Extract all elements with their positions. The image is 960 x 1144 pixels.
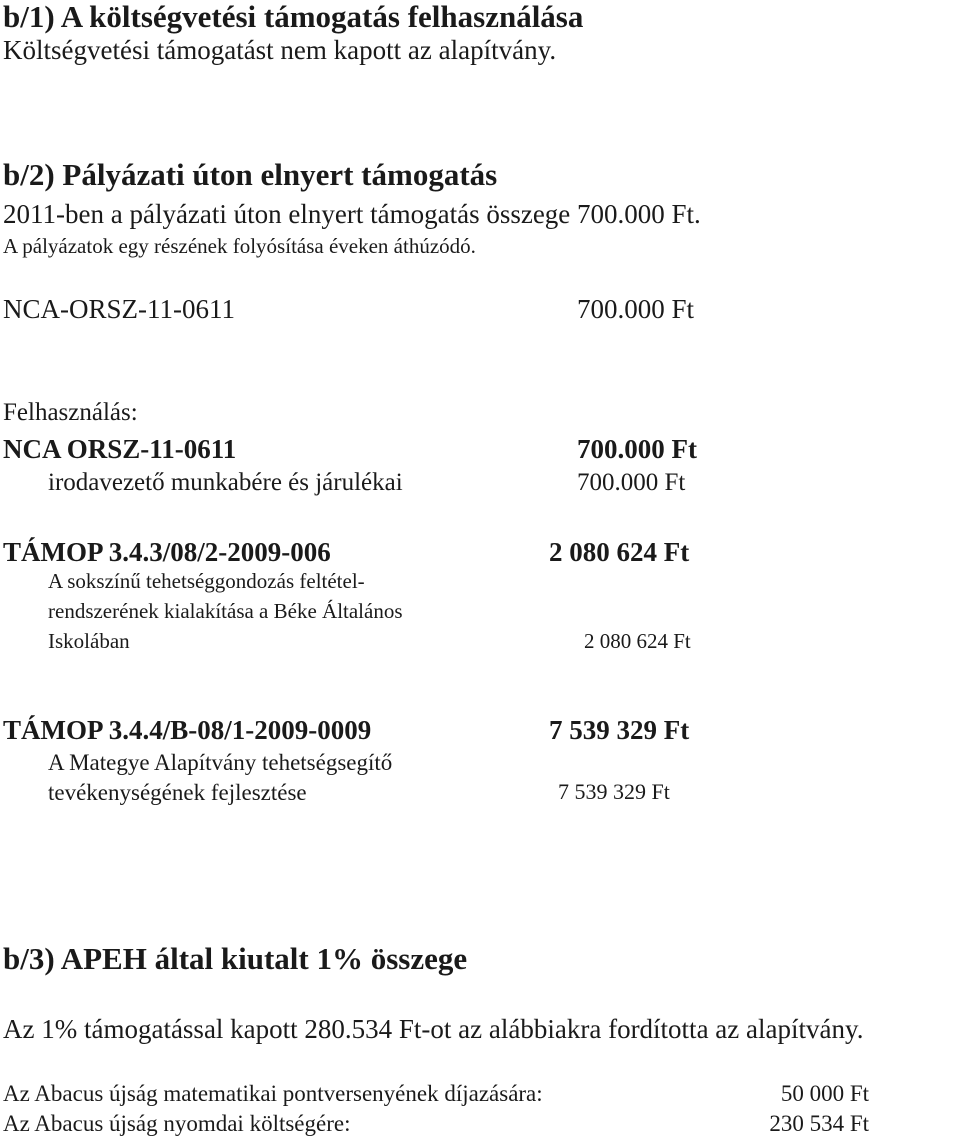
tamop2-code: TÁMOP 3.4.4/B-08/1-2009-0009 (3, 715, 372, 745)
tamop2-desc-amount: 7 539 329 Ft (558, 779, 670, 804)
usage-code: NCA ORSZ-11-0611 (3, 434, 237, 464)
tamop1-amount: 2 080 624 Ft (549, 537, 690, 567)
usage-code-amount: 700.000 Ft (577, 434, 697, 464)
expense-amount: 230 534 Ft (769, 1111, 869, 1136)
grant-amount: 700.000 Ft (577, 294, 695, 324)
tamop2-amount: 7 539 329 Ft (549, 715, 690, 745)
tamop2-desc-line: tevékenységének fejlesztése (48, 780, 307, 805)
section-b2-line2: A pályázatok egy részének folyósítása éveken áthúzódó. (3, 234, 476, 258)
usage-item: irodavezető munkabére és járulékai (48, 469, 403, 496)
tamop1-desc-line: A sokszínű tehetséggondozás feltétel- (48, 569, 365, 593)
section-b3-heading: b/3) APEH által kiutalt 1% összege (3, 941, 468, 976)
section-b1-heading: b/1) A költségvetési támogatás felhasználása (3, 0, 584, 34)
usage-label: Felhasználás: (3, 399, 138, 426)
tamop2-desc-line: A Mategye Alapítvány tehetségsegítő (48, 750, 393, 775)
grant-code: NCA-ORSZ-11-0611 (3, 294, 235, 324)
section-b2-heading: b/2) Pályázati úton elnyert támogatás (3, 157, 498, 192)
section-b1-text: Költségvetési támogatást nem kapott az alapítvány. (3, 35, 557, 65)
section-b2-line1: 2011-ben a pályázati úton elnyert támogatás összege 700.000 Ft. (3, 199, 701, 229)
usage-item-amount: 700.000 Ft (577, 469, 686, 496)
tamop1-code: TÁMOP 3.4.3/08/2-2009-006 (3, 537, 331, 567)
tamop1-desc-line: rendszerének kialakítása a Béke Általános (48, 599, 403, 623)
tamop1-desc-amount: 2 080 624 Ft (584, 629, 691, 653)
expense-label: Az Abacus újság matematikai pontversenyének díjazására: (3, 1081, 543, 1106)
tamop1-desc-line: Iskolában (48, 629, 130, 653)
expense-label: Az Abacus újság nyomdai költségére: (3, 1111, 351, 1136)
section-b3-text: Az 1% támogatással kapott 280.534 Ft-ot az alábbiakra fordította az alapítvány. (3, 1014, 864, 1044)
expense-amount: 50 000 Ft (780, 1081, 869, 1106)
